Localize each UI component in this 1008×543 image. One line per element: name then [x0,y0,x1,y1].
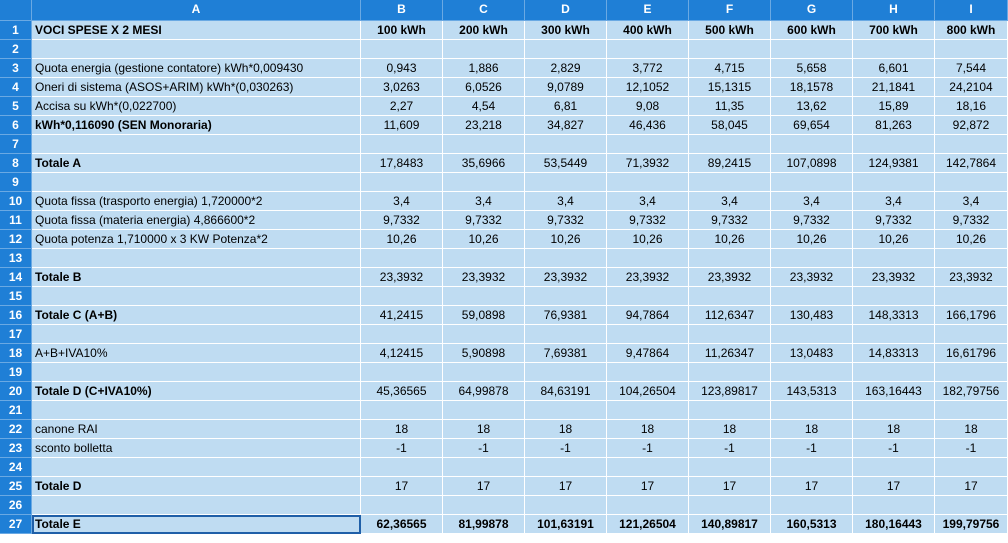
cell-i12[interactable]: 10,26 [935,230,1008,249]
cell-c22[interactable]: 18 [443,420,525,439]
cell-b15[interactable] [361,287,443,306]
row-header-25[interactable]: 25 [0,477,32,496]
cell-g20[interactable]: 143,5313 [771,382,853,401]
cell-h12[interactable]: 10,26 [853,230,935,249]
cell-f1[interactable]: 500 kWh [689,21,771,40]
cell-e20[interactable]: 104,26504 [607,382,689,401]
cell-a24[interactable] [32,458,361,477]
cell-f18[interactable]: 11,26347 [689,344,771,363]
cell-f10[interactable]: 3,4 [689,192,771,211]
cell-c21[interactable] [443,401,525,420]
cell-g18[interactable]: 13,0483 [771,344,853,363]
cell-g16[interactable]: 130,483 [771,306,853,325]
cell-h1[interactable]: 700 kWh [853,21,935,40]
cell-e21[interactable] [607,401,689,420]
cell-a19[interactable] [32,363,361,382]
cell-i27[interactable]: 199,79756 [935,515,1008,534]
cell-e1[interactable]: 400 kWh [607,21,689,40]
column-header-d[interactable]: D [525,0,607,21]
cell-b22[interactable]: 18 [361,420,443,439]
cell-c1[interactable]: 200 kWh [443,21,525,40]
cell-c8[interactable]: 35,6966 [443,154,525,173]
cell-d10[interactable]: 3,4 [525,192,607,211]
row-header-11[interactable]: 11 [0,211,32,230]
cell-f5[interactable]: 11,35 [689,97,771,116]
cell-e25[interactable]: 17 [607,477,689,496]
cell-d9[interactable] [525,173,607,192]
cell-a25[interactable]: Totale D [32,477,361,496]
cell-b3[interactable]: 0,943 [361,59,443,78]
cell-f27[interactable]: 140,89817 [689,515,771,534]
cell-f15[interactable] [689,287,771,306]
cell-i15[interactable] [935,287,1008,306]
cell-i6[interactable]: 92,872 [935,116,1008,135]
cell-g27[interactable]: 160,5313 [771,515,853,534]
cell-d11[interactable]: 9,7332 [525,211,607,230]
cell-b27[interactable]: 62,36565 [361,515,443,534]
cell-i1[interactable]: 800 kWh [935,21,1008,40]
cell-g3[interactable]: 5,658 [771,59,853,78]
row-header-10[interactable]: 10 [0,192,32,211]
cell-f12[interactable]: 10,26 [689,230,771,249]
cell-g4[interactable]: 18,1578 [771,78,853,97]
cell-g1[interactable]: 600 kWh [771,21,853,40]
cell-i2[interactable] [935,40,1008,59]
cell-i18[interactable]: 16,61796 [935,344,1008,363]
cell-b19[interactable] [361,363,443,382]
cell-g26[interactable] [771,496,853,515]
column-header-e[interactable]: E [607,0,689,21]
cell-d16[interactable]: 76,9381 [525,306,607,325]
cell-g15[interactable] [771,287,853,306]
cell-h3[interactable]: 6,601 [853,59,935,78]
cell-g7[interactable] [771,135,853,154]
cell-a13[interactable] [32,249,361,268]
cell-e16[interactable]: 94,7864 [607,306,689,325]
cell-d14[interactable]: 23,3932 [525,268,607,287]
cell-d13[interactable] [525,249,607,268]
cell-c6[interactable]: 23,218 [443,116,525,135]
cell-h22[interactable]: 18 [853,420,935,439]
cell-a22[interactable]: canone RAI [32,420,361,439]
cell-a8[interactable]: Totale A [32,154,361,173]
cell-e11[interactable]: 9,7332 [607,211,689,230]
cell-e13[interactable] [607,249,689,268]
cell-e8[interactable]: 71,3932 [607,154,689,173]
cell-f11[interactable]: 9,7332 [689,211,771,230]
column-header-i[interactable]: I [935,0,1008,21]
cell-c13[interactable] [443,249,525,268]
cell-c11[interactable]: 9,7332 [443,211,525,230]
row-header-4[interactable]: 4 [0,78,32,97]
cell-g21[interactable] [771,401,853,420]
cell-a18[interactable]: A+B+IVA10% [32,344,361,363]
row-header-24[interactable]: 24 [0,458,32,477]
cell-a10[interactable]: Quota fissa (trasporto energia) 1,720000*2 [32,192,361,211]
cell-a1[interactable]: VOCI SPESE X 2 MESI [32,21,361,40]
cell-b10[interactable]: 3,4 [361,192,443,211]
cell-h18[interactable]: 14,83313 [853,344,935,363]
cell-a17[interactable] [32,325,361,344]
cell-c3[interactable]: 1,886 [443,59,525,78]
cell-c16[interactable]: 59,0898 [443,306,525,325]
cell-g6[interactable]: 69,654 [771,116,853,135]
cell-a23[interactable]: sconto bolletta [32,439,361,458]
cell-g19[interactable] [771,363,853,382]
cell-f19[interactable] [689,363,771,382]
cell-a6[interactable]: kWh*0,116090 (SEN Monoraria) [32,116,361,135]
cell-i8[interactable]: 142,7864 [935,154,1008,173]
cell-i17[interactable] [935,325,1008,344]
cell-a9[interactable] [32,173,361,192]
cell-f2[interactable] [689,40,771,59]
cell-b25[interactable]: 17 [361,477,443,496]
cell-e18[interactable]: 9,47864 [607,344,689,363]
row-header-19[interactable]: 19 [0,363,32,382]
cell-f9[interactable] [689,173,771,192]
cell-b8[interactable]: 17,8483 [361,154,443,173]
cell-g11[interactable]: 9,7332 [771,211,853,230]
cell-i21[interactable] [935,401,1008,420]
cell-f7[interactable] [689,135,771,154]
cell-d7[interactable] [525,135,607,154]
cell-d26[interactable] [525,496,607,515]
cell-h25[interactable]: 17 [853,477,935,496]
cell-h27[interactable]: 180,16443 [853,515,935,534]
cell-g10[interactable]: 3,4 [771,192,853,211]
cell-g14[interactable]: 23,3932 [771,268,853,287]
cell-h26[interactable] [853,496,935,515]
cell-g8[interactable]: 107,0898 [771,154,853,173]
cell-f16[interactable]: 112,6347 [689,306,771,325]
row-header-6[interactable]: 6 [0,116,32,135]
cell-f3[interactable]: 4,715 [689,59,771,78]
cell-b9[interactable] [361,173,443,192]
column-header-c[interactable]: C [443,0,525,21]
cell-h9[interactable] [853,173,935,192]
cell-f26[interactable] [689,496,771,515]
cell-d21[interactable] [525,401,607,420]
cell-e19[interactable] [607,363,689,382]
cell-h24[interactable] [853,458,935,477]
cell-e14[interactable]: 23,3932 [607,268,689,287]
cell-f25[interactable]: 17 [689,477,771,496]
cell-a12[interactable]: Quota potenza 1,710000 x 3 KW Potenza*2 [32,230,361,249]
cell-e3[interactable]: 3,772 [607,59,689,78]
cell-b17[interactable] [361,325,443,344]
cell-b20[interactable]: 45,36565 [361,382,443,401]
cell-b7[interactable] [361,135,443,154]
cell-h5[interactable]: 15,89 [853,97,935,116]
cell-f23[interactable]: -1 [689,439,771,458]
cell-b16[interactable]: 41,2415 [361,306,443,325]
cell-f21[interactable] [689,401,771,420]
column-header-b[interactable]: B [361,0,443,21]
cell-d12[interactable]: 10,26 [525,230,607,249]
cell-g24[interactable] [771,458,853,477]
cell-d5[interactable]: 6,81 [525,97,607,116]
cell-c12[interactable]: 10,26 [443,230,525,249]
cell-i4[interactable]: 24,2104 [935,78,1008,97]
column-header-f[interactable]: F [689,0,771,21]
cell-i23[interactable]: -1 [935,439,1008,458]
cell-d20[interactable]: 84,63191 [525,382,607,401]
row-header-7[interactable]: 7 [0,135,32,154]
row-header-1[interactable]: 1 [0,21,32,40]
cell-i22[interactable]: 18 [935,420,1008,439]
cell-d15[interactable] [525,287,607,306]
row-header-26[interactable]: 26 [0,496,32,515]
cell-f6[interactable]: 58,045 [689,116,771,135]
cell-f22[interactable]: 18 [689,420,771,439]
cell-a7[interactable] [32,135,361,154]
cell-a16[interactable]: Totale C (A+B) [32,306,361,325]
cell-i25[interactable]: 17 [935,477,1008,496]
cell-a3[interactable]: Quota energia (gestione contatore) kWh*0,009430 [32,59,361,78]
cell-d8[interactable]: 53,5449 [525,154,607,173]
cell-c9[interactable] [443,173,525,192]
select-all-corner[interactable] [0,0,32,21]
cell-a4[interactable]: Oneri di sistema (ASOS+ARIM) kWh*(0,030263) [32,78,361,97]
cell-e22[interactable]: 18 [607,420,689,439]
cell-b4[interactable]: 3,0263 [361,78,443,97]
cell-i11[interactable]: 9,7332 [935,211,1008,230]
cell-d17[interactable] [525,325,607,344]
cell-b18[interactable]: 4,12415 [361,344,443,363]
cell-d18[interactable]: 7,69381 [525,344,607,363]
cell-b23[interactable]: -1 [361,439,443,458]
cell-h7[interactable] [853,135,935,154]
cell-c25[interactable]: 17 [443,477,525,496]
cell-h14[interactable]: 23,3932 [853,268,935,287]
cell-e27[interactable]: 121,26504 [607,515,689,534]
cell-e4[interactable]: 12,1052 [607,78,689,97]
cell-d24[interactable] [525,458,607,477]
cell-b6[interactable]: 11,609 [361,116,443,135]
row-header-21[interactable]: 21 [0,401,32,420]
cell-f13[interactable] [689,249,771,268]
cell-f20[interactable]: 123,89817 [689,382,771,401]
cell-i5[interactable]: 18,16 [935,97,1008,116]
cell-a27[interactable]: Totale E [32,515,361,534]
cell-d2[interactable] [525,40,607,59]
cell-f8[interactable]: 89,2415 [689,154,771,173]
cell-b1[interactable]: 100 kWh [361,21,443,40]
cell-e12[interactable]: 10,26 [607,230,689,249]
cell-e5[interactable]: 9,08 [607,97,689,116]
cell-d3[interactable]: 2,829 [525,59,607,78]
cell-g23[interactable]: -1 [771,439,853,458]
cell-c7[interactable] [443,135,525,154]
row-header-20[interactable]: 20 [0,382,32,401]
cell-i19[interactable] [935,363,1008,382]
cell-h21[interactable] [853,401,935,420]
cell-h4[interactable]: 21,1841 [853,78,935,97]
cell-i26[interactable] [935,496,1008,515]
cell-h6[interactable]: 81,263 [853,116,935,135]
row-header-3[interactable]: 3 [0,59,32,78]
cell-i3[interactable]: 7,544 [935,59,1008,78]
cell-g22[interactable]: 18 [771,420,853,439]
cell-g25[interactable]: 17 [771,477,853,496]
cell-c10[interactable]: 3,4 [443,192,525,211]
cell-g17[interactable] [771,325,853,344]
cell-h20[interactable]: 163,16443 [853,382,935,401]
row-header-9[interactable]: 9 [0,173,32,192]
cell-i10[interactable]: 3,4 [935,192,1008,211]
cell-f24[interactable] [689,458,771,477]
cell-i9[interactable] [935,173,1008,192]
cell-e6[interactable]: 46,436 [607,116,689,135]
row-header-14[interactable]: 14 [0,268,32,287]
cell-i7[interactable] [935,135,1008,154]
cell-e10[interactable]: 3,4 [607,192,689,211]
cell-e17[interactable] [607,325,689,344]
row-header-27[interactable]: 27 [0,515,32,534]
cell-c27[interactable]: 81,99878 [443,515,525,534]
row-header-23[interactable]: 23 [0,439,32,458]
row-header-12[interactable]: 12 [0,230,32,249]
cell-a5[interactable]: Accisa su kWh*(0,022700) [32,97,361,116]
cell-c4[interactable]: 6,0526 [443,78,525,97]
cell-i16[interactable]: 166,1796 [935,306,1008,325]
cell-h2[interactable] [853,40,935,59]
cell-e2[interactable] [607,40,689,59]
cell-d19[interactable] [525,363,607,382]
cell-c17[interactable] [443,325,525,344]
cell-h19[interactable] [853,363,935,382]
row-header-8[interactable]: 8 [0,154,32,173]
cell-a26[interactable] [32,496,361,515]
cell-b14[interactable]: 23,3932 [361,268,443,287]
cell-b26[interactable] [361,496,443,515]
cell-g5[interactable]: 13,62 [771,97,853,116]
cell-d25[interactable]: 17 [525,477,607,496]
row-header-2[interactable]: 2 [0,40,32,59]
cell-d4[interactable]: 9,0789 [525,78,607,97]
cell-a21[interactable] [32,401,361,420]
cell-c5[interactable]: 4,54 [443,97,525,116]
cell-b5[interactable]: 2,27 [361,97,443,116]
row-header-16[interactable]: 16 [0,306,32,325]
row-header-18[interactable]: 18 [0,344,32,363]
cell-e9[interactable] [607,173,689,192]
cell-e24[interactable] [607,458,689,477]
cell-h17[interactable] [853,325,935,344]
cell-h13[interactable] [853,249,935,268]
cell-h15[interactable] [853,287,935,306]
cell-e26[interactable] [607,496,689,515]
row-header-22[interactable]: 22 [0,420,32,439]
column-header-h[interactable]: H [853,0,935,21]
cell-c14[interactable]: 23,3932 [443,268,525,287]
cell-a20[interactable]: Totale D (C+IVA10%) [32,382,361,401]
cell-g2[interactable] [771,40,853,59]
cell-c24[interactable] [443,458,525,477]
cell-c18[interactable]: 5,90898 [443,344,525,363]
cell-d23[interactable]: -1 [525,439,607,458]
cell-h8[interactable]: 124,9381 [853,154,935,173]
cell-h23[interactable]: -1 [853,439,935,458]
cell-f14[interactable]: 23,3932 [689,268,771,287]
cell-a2[interactable] [32,40,361,59]
cell-c26[interactable] [443,496,525,515]
cell-d1[interactable]: 300 kWh [525,21,607,40]
cell-d27[interactable]: 101,63191 [525,515,607,534]
cell-b24[interactable] [361,458,443,477]
row-header-13[interactable]: 13 [0,249,32,268]
cell-g13[interactable] [771,249,853,268]
cell-b13[interactable] [361,249,443,268]
cell-e15[interactable] [607,287,689,306]
cell-h11[interactable]: 9,7332 [853,211,935,230]
cell-e23[interactable]: -1 [607,439,689,458]
cell-e7[interactable] [607,135,689,154]
column-header-a[interactable]: A [32,0,361,21]
cell-c23[interactable]: -1 [443,439,525,458]
cell-c15[interactable] [443,287,525,306]
cell-a14[interactable]: Totale B [32,268,361,287]
row-header-15[interactable]: 15 [0,287,32,306]
cell-g12[interactable]: 10,26 [771,230,853,249]
cell-b2[interactable] [361,40,443,59]
cell-i20[interactable]: 182,79756 [935,382,1008,401]
cell-b21[interactable] [361,401,443,420]
cell-c19[interactable] [443,363,525,382]
cell-d6[interactable]: 34,827 [525,116,607,135]
cell-c2[interactable] [443,40,525,59]
cell-c20[interactable]: 64,99878 [443,382,525,401]
cell-f4[interactable]: 15,1315 [689,78,771,97]
cell-f17[interactable] [689,325,771,344]
cell-g9[interactable] [771,173,853,192]
cell-d22[interactable]: 18 [525,420,607,439]
cell-a11[interactable]: Quota fissa (materia energia) 4,866600*2 [32,211,361,230]
cell-h10[interactable]: 3,4 [853,192,935,211]
cell-h16[interactable]: 148,3313 [853,306,935,325]
cell-i24[interactable] [935,458,1008,477]
row-header-17[interactable]: 17 [0,325,32,344]
cell-i13[interactable] [935,249,1008,268]
cell-b12[interactable]: 10,26 [361,230,443,249]
cell-i14[interactable]: 23,3932 [935,268,1008,287]
row-header-5[interactable]: 5 [0,97,32,116]
cell-a15[interactable] [32,287,361,306]
cell-b11[interactable]: 9,7332 [361,211,443,230]
column-header-g[interactable]: G [771,0,853,21]
